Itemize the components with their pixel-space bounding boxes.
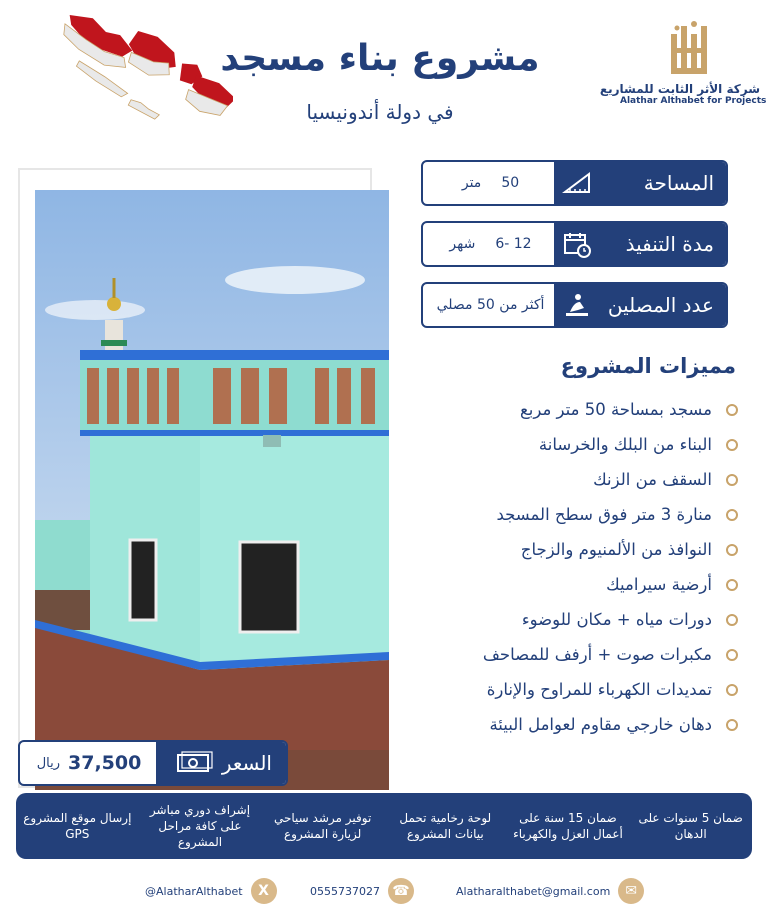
duration-box [421, 221, 728, 267]
area-label: المساحة [643, 171, 714, 195]
bullet-icon [726, 474, 738, 486]
phone-icon: ☎ [388, 878, 414, 904]
guarantee-item: إرسال موقع المشروع GPS [23, 811, 132, 841]
bullet-icon [726, 684, 738, 696]
guarantee-item: ضمان 15 سنة على أعمال العزل والكهرباء [513, 811, 623, 841]
duration-label: مدة التنفيذ [625, 232, 714, 256]
guarantee-item: إشراف دوري مباشر على كافة مراحل المشروع [149, 803, 251, 849]
area-unit: متر [461, 175, 482, 191]
area-value: 50 [501, 175, 520, 191]
list-item: البناء من البلك والخرسانة [418, 427, 738, 462]
worshippers-label: عدد المصلين [607, 293, 714, 317]
page-title: مشروع بناء مسجد [220, 38, 540, 79]
x-logo-icon: X [251, 878, 277, 904]
bullet-icon [726, 404, 738, 416]
price-currency: ريال [36, 755, 60, 771]
email-text: Alatharalthabet@gmail.com [456, 884, 611, 898]
footer-phone[interactable] [310, 878, 414, 904]
price-label: السعر [221, 751, 272, 775]
list-item: السقف من الزنك [418, 462, 738, 497]
bullet-icon [726, 579, 738, 591]
list-item: دهان خارجي مقاوم لعوامل البيئة [418, 707, 738, 742]
list-item: منارة 3 متر فوق سطح المسجد [418, 497, 738, 532]
company-name-ar: شركة الأثر الثابت للمشاريع [599, 82, 760, 96]
list-item: تمديدات الكهرباء للمراوح والإنارة [418, 672, 738, 707]
area-box [421, 160, 728, 206]
page-subtitle: في دولة أندونيسيا [306, 100, 454, 124]
bullet-icon [726, 649, 738, 661]
guarantee-item: ضمان 5 سنوات على الدهان [638, 811, 743, 841]
praying-person-icon [562, 290, 592, 320]
guarantee-item: توفير مرشد سياحي لزيارة المشروع [273, 811, 372, 841]
bullet-icon [726, 719, 738, 731]
duration-value: 12 -6 [495, 236, 532, 252]
ruler-icon [562, 168, 592, 198]
list-item: مسجد بمساحة 50 متر مربع [418, 392, 738, 427]
footer-twitter[interactable] [145, 878, 277, 904]
guarantees-bar [16, 793, 752, 859]
logo-mark-icon [667, 20, 713, 78]
bullet-icon [726, 439, 738, 451]
worshippers-value: أكثر من 50 مصلي [436, 297, 545, 313]
list-item: دورات مياه + مكان للوضوء [418, 602, 738, 637]
company-name-en: Alathar Althabet for Projects [620, 96, 767, 106]
bullet-icon [726, 614, 738, 626]
duration-unit: شهر [449, 236, 476, 252]
money-icon [176, 751, 214, 775]
footer-email[interactable] [456, 878, 644, 904]
footer [0, 872, 768, 912]
worshippers-box [421, 282, 728, 328]
list-item: مكبرات صوت + أرفف للمصاحف [418, 637, 738, 672]
features-list [418, 392, 738, 742]
guarantee-item: لوحة رخامية تحمل بيانات المشروع [399, 811, 492, 841]
bullet-icon [726, 509, 738, 521]
phone-text: 0555737027 [310, 884, 380, 898]
list-item: أرضية سيراميك [418, 567, 738, 602]
list-item: النوافذ من الألمنيوم والزجاج [418, 532, 738, 567]
calendar-clock-icon [562, 229, 592, 259]
mosque-photo [35, 190, 389, 790]
price-amount: 37,500 [68, 752, 142, 774]
company-logo [599, 20, 767, 106]
features-title: مميزات المشروع [560, 354, 736, 378]
twitter-text: @AlatharAlthabet [145, 884, 243, 898]
mail-icon: ✉ [618, 878, 644, 904]
bullet-icon [726, 544, 738, 556]
price-box [18, 740, 288, 786]
